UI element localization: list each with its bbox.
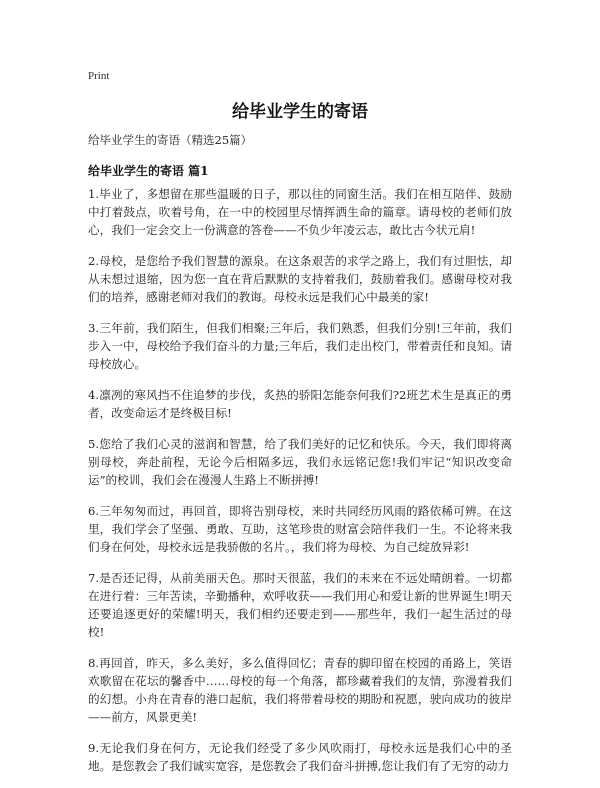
article-body xyxy=(88,185,512,788)
document-subtitle: 给毕业学生的寄语（精选25篇） xyxy=(88,133,253,147)
paragraph-2: 2.母校，是您给予我们智慧的源泉。在这条艰苦的求学之路上，我们有过胆怯，却从未想过退缩，因为您一直在背后默默的支持着我们，鼓励着我们。感谢母校对我们的培养，感谢老师对我们的教诲。母校永远是我们心中最美的家! xyxy=(88,254,512,304)
paragraph-5: 5.您给了我们心灵的滋润和智慧，给了我们美好的记忆和快乐。今天，我们即将离别母校，奔赴前程，无论今后相隔多远，我们永远铭记您!我们牢记“知识改变命运”的校训，我们会在漫漫人生路上不断拼搏! xyxy=(88,437,512,487)
paragraph-1: 1.毕业了，多想留在那些温暖的日子，那以往的同窗生活。我们在相互陪伴、鼓励中打着鼓点，吹着号角，在一中的校园里尽情挥洒生命的篇章。请母校的老师们放心，我们一定会交上一份满意的答卷——不负少年凌云志，敢比古今状元肩! xyxy=(88,187,512,237)
print-label: Print xyxy=(88,70,110,82)
paragraph-7: 7.是否还记得，从前美丽天色。那时天很蓝，我们的未来在不远处晴朗着。一切都在进行着：三年苦读，辛勤播种，欢呼收获——我们用心和爱让新的世界诞生!明天还要追逐更好的荣耀!明天，我们相约还要走到——那些年，我们一起生活过的母校! xyxy=(88,571,512,639)
paragraph-6: 6.三年匆匆而过，再回首，即将告别母校，来时共同经历风雨的路依稀可辨。在这里，我们学会了坚强、勇敢、互助，这笔珍贵的财富会陪伴我们一生。不论将来我们身在何处，母校永远是我骄傲的名片。，我们将为母校、为自己绽放异彩! xyxy=(88,504,512,554)
paragraph-8: 8.再回首，昨天，多么美好，多么值得回忆；青春的脚印留在校园的甬路上，笑语欢歌留在花坛的馨香中……母校的每一个角落，都珍藏着我们的友情，弥漫着我们的幻想。小舟在青春的港口起航，我们将带着母校的期盼和祝愿，驶向成功的彼岸——前方，风景更美! xyxy=(88,656,512,724)
section-heading: 给毕业学生的寄语 篇1 xyxy=(88,164,209,178)
page-title: 给毕业学生的寄语 xyxy=(232,102,368,122)
paragraph-9: 9.无论我们身在何方，无论我们经受了多少风吹雨打，母校永远是我们心中的圣地。是您教会了我们诚实宽容，是您教会了我们奋斗拼搏,您让我们有了无穷的动力 xyxy=(88,741,512,773)
paragraph-3: 3.三年前，我们陌生，但我们相聚;三年后，我们熟悉，但我们分别!三年前，我们步入一中，母校给予我们奋斗的力量;三年后，我们走出校门，带着责任和良知。请母校放心。 xyxy=(88,321,512,371)
paragraph-4: 4.凛冽的寒风挡不住追梦的步伐，炙热的骄阳怎能奈何我们?2班艺术生是真正的勇者，改变命运才是终极目标! xyxy=(88,388,512,420)
